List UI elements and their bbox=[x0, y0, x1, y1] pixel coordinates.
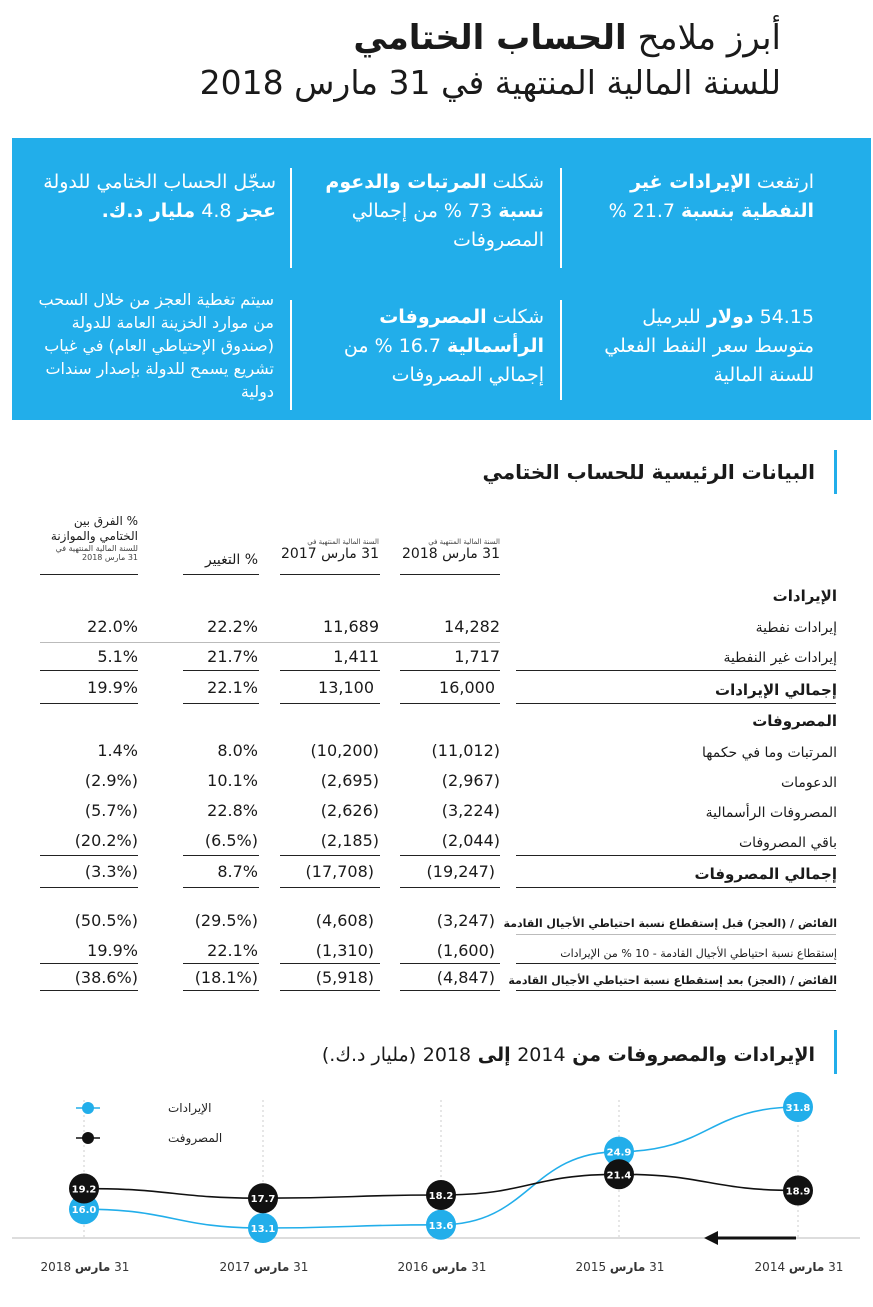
row-divider bbox=[183, 887, 259, 888]
row-divider bbox=[183, 703, 259, 704]
row-divider bbox=[40, 642, 500, 643]
cell-diff: 22.0% bbox=[87, 617, 138, 636]
revenue-data-label: 16.0 bbox=[71, 1205, 97, 1217]
expense-data-label: 19.2 bbox=[71, 1184, 97, 1196]
row-divider bbox=[280, 703, 380, 704]
row-label: الفائض / (العجز) قبل إستقطاع نسبة احتياطي الأجيال القادمة bbox=[503, 917, 837, 930]
cell-2018: (3,247) bbox=[436, 911, 495, 930]
legend-revenue-marker bbox=[82, 1102, 94, 1114]
cell-2017: (2,695) bbox=[320, 771, 379, 790]
direction-arrow-head bbox=[704, 1231, 718, 1245]
highlight-salaries-subsidies: شكلت المرتبات والدعوم نسبة 73 % من إجمالي المصروفات bbox=[325, 171, 544, 251]
row-divider bbox=[40, 887, 138, 888]
col-change-header: % التغيير bbox=[204, 552, 258, 568]
x-tick-label: 31 مارس 2015 bbox=[575, 1260, 665, 1274]
cell-diff: (2.9%) bbox=[84, 771, 138, 790]
expense-data-label: 21.4 bbox=[606, 1170, 632, 1182]
revenue-data-label: 24.9 bbox=[606, 1147, 632, 1159]
row-divider bbox=[40, 703, 138, 704]
cell-diff: 5.1% bbox=[97, 647, 138, 666]
highlight-capital-expenses: شكلت المصروفات الرأسمالية 16.7 % من إجمالي المصروفات bbox=[343, 306, 544, 386]
title-line1-a: أبرز ملامح bbox=[637, 18, 781, 58]
row-divider bbox=[40, 963, 138, 964]
row-divider bbox=[516, 670, 836, 671]
cell-2017: 13,100 bbox=[318, 678, 374, 697]
header-underline bbox=[40, 574, 138, 575]
cell-change: (6.5%) bbox=[204, 831, 258, 850]
row-label: الدعومات bbox=[780, 775, 837, 791]
cell-2017: (2,185) bbox=[320, 831, 379, 850]
header-underline bbox=[280, 574, 380, 575]
row-divider bbox=[400, 990, 500, 991]
row-divider bbox=[40, 855, 138, 856]
legend-revenue-label: الإيرادات bbox=[168, 1101, 212, 1115]
highlights-divider bbox=[290, 300, 292, 410]
cell-2017: (10,200) bbox=[310, 741, 379, 760]
row-divider bbox=[183, 855, 259, 856]
row-divider bbox=[400, 670, 500, 671]
cell-2017: (17,708) bbox=[305, 862, 374, 881]
row-divider bbox=[516, 963, 836, 964]
row-divider bbox=[400, 703, 500, 704]
cell-change: 22.1% bbox=[207, 678, 258, 697]
title-line2: للسنة المالية المنتهية في 31 مارس 2018 bbox=[199, 63, 781, 102]
row-label: إيرادات نفطية bbox=[755, 620, 837, 636]
cell-change: 8.0% bbox=[217, 741, 258, 760]
revenue-data-label: 13.6 bbox=[428, 1220, 454, 1232]
col-diff-header: % الفرق بين الختامي والموازنة للسنة المالية المنتهية في 31 مارس 2018 bbox=[50, 514, 138, 562]
cell-change: 8.7% bbox=[217, 862, 258, 881]
cell-change: 22.2% bbox=[207, 617, 258, 636]
x-tick-label: 31 مارس 2014 bbox=[754, 1260, 844, 1274]
row-divider bbox=[280, 887, 380, 888]
highlights-divider bbox=[560, 300, 562, 400]
highlight-deficit-coverage: سيتم تغطية العجز من خلال السحب من موارد الخزينة العامة للدولة (صندوق الإحتياطي العام) في غياب تشريع يسمح للدولة بإصدار سندات دولية bbox=[38, 290, 274, 401]
cell-diff: 19.9% bbox=[87, 678, 138, 697]
cell-2017: (4,608) bbox=[315, 911, 374, 930]
table-section-heading: البيانات الرئيسية للحساب الختامي bbox=[482, 460, 815, 484]
cell-diff: (3.3%) bbox=[84, 862, 138, 881]
cell-2018: (2,967) bbox=[441, 771, 500, 790]
cell-2017: (2,626) bbox=[320, 801, 379, 820]
cell-2017: 1,411 bbox=[333, 647, 379, 666]
row-divider bbox=[280, 963, 380, 964]
cell-diff: (50.5%) bbox=[74, 911, 138, 930]
cell-change: 22.1% bbox=[207, 941, 258, 960]
chart-section-heading: الإيرادات والمصروفات من 2014 إلى 2018 (مليار د.ك.) bbox=[321, 1044, 815, 1066]
cell-diff: 1.4% bbox=[97, 741, 138, 760]
section-accent-bar bbox=[834, 450, 837, 494]
cell-2018: (11,012) bbox=[431, 741, 500, 760]
cell-diff: (38.6%) bbox=[74, 968, 138, 987]
row-divider bbox=[400, 855, 500, 856]
x-tick-label: 31 مارس 2017 bbox=[219, 1260, 309, 1274]
col-2018-header: السنة المالية المنتهية في 31 مارس 2018 bbox=[402, 538, 500, 562]
row-divider bbox=[183, 990, 259, 991]
row-divider bbox=[40, 990, 138, 991]
cell-2018: (4,847) bbox=[436, 968, 495, 987]
revenue-expense-chart bbox=[0, 1080, 873, 1280]
revenue-data-label: 31.8 bbox=[785, 1103, 811, 1114]
cell-2018: 14,282 bbox=[444, 617, 500, 636]
col-2017-header: السنة المالية المنتهية في 31 مارس 2017 bbox=[281, 538, 379, 562]
row-label: باقي المصروفات bbox=[739, 835, 837, 851]
row-label: الفائض / (العجز) بعد إستقطاع نسبة احتياطي الأجيال القادمة bbox=[508, 974, 837, 987]
cell-2017: (1,310) bbox=[315, 941, 374, 960]
expense-data-label: 17.7 bbox=[250, 1194, 276, 1206]
title-line1-b: الحساب الختامي bbox=[353, 18, 627, 58]
row-divider bbox=[280, 990, 380, 991]
row-divider bbox=[40, 670, 138, 671]
cell-2018: (3,224) bbox=[441, 801, 500, 820]
highlights-divider bbox=[560, 168, 562, 268]
row-divider bbox=[516, 934, 836, 935]
legend-expense-marker bbox=[82, 1132, 94, 1144]
revenue-data-label: 13.1 bbox=[250, 1224, 276, 1235]
cell-diff: (5.7%) bbox=[84, 801, 138, 820]
cell-diff: 19.9% bbox=[87, 941, 138, 960]
cell-change: 22.8% bbox=[207, 801, 258, 820]
revenues-group-title: الإيرادات bbox=[772, 587, 837, 605]
row-label-total: إجمالي المصروفات bbox=[694, 865, 837, 883]
cell-2017: 11,689 bbox=[323, 617, 379, 636]
cell-change: (29.5%) bbox=[194, 911, 258, 930]
row-divider bbox=[516, 887, 836, 888]
expense-data-label: 18.2 bbox=[428, 1191, 454, 1202]
legend-expense-label: المصروفت bbox=[168, 1131, 223, 1145]
cell-diff: (20.2%) bbox=[74, 831, 138, 850]
section-accent-bar bbox=[834, 1030, 837, 1074]
highlight-deficit: سجّل الحساب الختامي للدولة عجز 4.8 مليار د.ك. bbox=[43, 171, 276, 222]
row-divider bbox=[400, 887, 500, 888]
page-title bbox=[61, 16, 781, 106]
row-divider bbox=[280, 855, 380, 856]
highlight-oil-price: 54.15 دولار للبرميل متوسط سعر النفط الفعلي للسنة المالية bbox=[604, 306, 814, 386]
cell-2018: 16,000 bbox=[439, 678, 495, 697]
row-divider bbox=[516, 855, 836, 856]
cell-2018: (19,247) bbox=[426, 862, 495, 881]
highlights-panel bbox=[12, 138, 871, 420]
row-divider bbox=[516, 703, 836, 704]
cell-2018: (2,044) bbox=[441, 831, 500, 850]
header-underline bbox=[400, 574, 500, 575]
highlight-nonoil-revenue: ارتفعت الإيرادات غير النفطية بنسبة 21.7 % bbox=[608, 171, 814, 222]
cell-2018: 1,717 bbox=[454, 647, 500, 666]
row-divider bbox=[400, 963, 500, 964]
cell-change: 21.7% bbox=[207, 647, 258, 666]
row-label: إستقطاع نسبة احتياطي الأجيال القادمة - 10 % من الإيرادات bbox=[560, 947, 837, 960]
row-label: إيرادات غير النفطية bbox=[723, 650, 837, 666]
cell-change: 10.1% bbox=[207, 771, 258, 790]
expenses-group-title: المصروفات bbox=[752, 712, 837, 730]
row-divider bbox=[183, 963, 259, 964]
cell-2017: (5,918) bbox=[315, 968, 374, 987]
row-label-total: إجمالي الإيرادات bbox=[715, 681, 837, 699]
cell-change: (18.1%) bbox=[194, 968, 258, 987]
highlights-divider bbox=[290, 168, 292, 268]
header-underline bbox=[183, 574, 259, 575]
cell-2018: (1,600) bbox=[436, 941, 495, 960]
expense-data-label: 18.9 bbox=[785, 1186, 811, 1198]
x-tick-label: 31 مارس 2016 bbox=[397, 1260, 487, 1274]
row-divider bbox=[280, 670, 380, 671]
row-label: المصروفات الرأسمالية bbox=[705, 805, 837, 821]
row-divider bbox=[516, 990, 836, 991]
row-divider bbox=[183, 670, 259, 671]
x-tick-label: 31 مارس 2018 bbox=[40, 1260, 130, 1274]
row-label: المرتبات وما في حكمها bbox=[702, 745, 837, 761]
